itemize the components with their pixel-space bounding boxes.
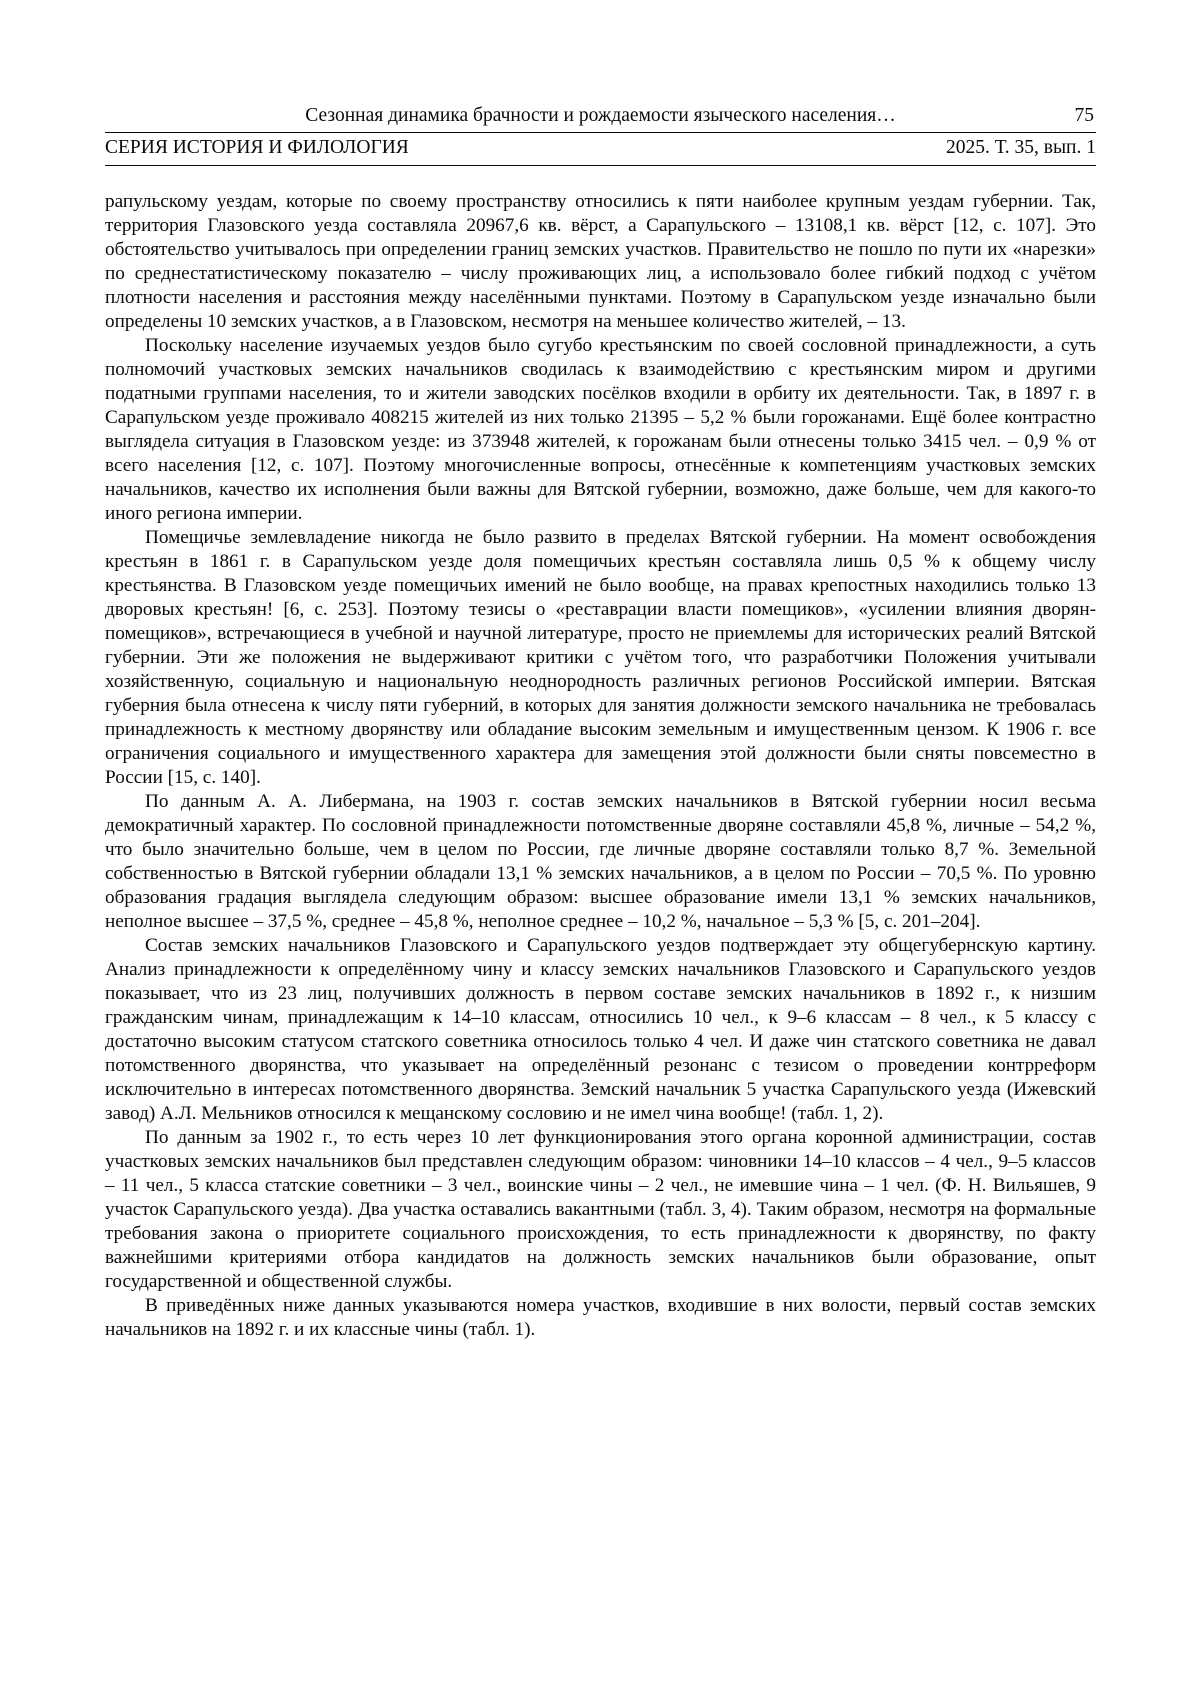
page-number: 75 bbox=[1074, 105, 1094, 126]
series-row bbox=[105, 133, 1096, 165]
body-paragraph-4: По данным А. А. Либермана, на 1903 г. состав земских начальников в Вятской губернии носил весьма демократичный характер. По сословной принадлежности потомственные дворяне составляли 45,8 %, личные – 54,2 %, что было значительно больше, чем в целом по России, где личные дворяне составляли только 8,7 %. Земельной собственностью в Вятской губернии обладали 13,1 % земских начальников, а в целом по России – 70,5 %. По уровню образования градация выглядела следующим образом: высшее образование имели 13,1 % земских начальников, неполное высшее – 37,5 %, среднее – 45,8 %, неполное среднее – 10,2 %, начальное – 5,3 % [5, с. 201–204]. bbox=[105, 790, 1096, 932]
series-title: СЕРИЯ ИСТОРИЯ И ФИЛОЛОГИЯ bbox=[105, 137, 409, 159]
page-header bbox=[105, 104, 1096, 166]
body-paragraph-2: Поскольку население изучаемых уездов было сугубо крестьянским по своей сословной принадлежности, а суть полномочий участковых земских начальников сводилась к взаимодействию с крестьянским миром и другими податными группами населения, то и жители заводских посёлков входили в орбиту их деятельности. Так, в 1897 г. в Сарапульском уезде проживало 408215 жителей из них только 21395 – 5,2 % были горожанами. Ещё более контрастно выглядела ситуация в Глазовском уезде: из 373948 жителей, к горожанам были отнесены только 3415 чел. – 0,9 % от всего населения [12, с. 107]. Поэтому многочисленные вопросы, отнесённые к компетенциям участковых земских начальников, качество их исполнения были важны для Вятской губернии, возможно, даже больше, чем для какого-то иного региона империи. bbox=[105, 334, 1096, 524]
body-paragraph-6: По данным за 1902 г., то есть через 10 лет функционирования этого органа коронной администрации, состав участковых земских начальников был представлен следующим образом: чиновники 14–10 классов – 4 чел., 9–5 классов – 11 чел., 5 класса статские советники – 3 чел., воинские чины – 2 чел., не имевшие чина – 1 чел. (Ф. Н. Вильяшев, 9 участок Сарапульского уезда). Два участка оставались вакантными (табл. 3, 4). Таким образом, несмотря на формальные требования закона о приоритете социального происхождения, то есть принадлежности к дворянству, по факту важнейшими критериями отбора кандидатов на должность земских начальников были образование, опыт государственной и общественной службы. bbox=[105, 1126, 1096, 1292]
issue-info: 2025. Т. 35, вып. 1 bbox=[946, 137, 1096, 159]
body-paragraph-7: В приведённых ниже данных указываются номера участков, входившие в них волости, первый состав земских начальников на 1892 г. и их классные чины (табл. 1). bbox=[105, 1294, 1096, 1340]
body-paragraph-3: Помещичье землевладение никогда не было развито в пределах Вятской губернии. На момент освобождения крестьян в 1861 г. в Сарапульском уезде доля помещичьих крестьян составляла лишь 0,5 % к общему числу крестьянства. В Глазовском уезде помещичьих имений не было вообще, на правах крепостных находились только 13 дворовых крестьян! [6, с. 253]. Поэтому тезисы о «реставрации власти помещиков», «усилении влияния дворян-помещиков», встречающиеся в учебной и научной литературе, просто не приемлемы для исторических реалий Вятской губернии. Эти же положения не выдерживают критики с учётом того, что разработчики Положения учитывали хозяйственную, социальную и национальную неоднородность различных регионов Российской империи. Вятская губерния была отнесена к числу пяти губерний, в которых для занятия должности земского начальника не требовалась принадлежность к местному дворянству или обладание высоким земельным и имущественным цензом. К 1906 г. все ограничения социального и имущественного характера для замещения этой должности были сняты повсеместно в России [15, с. 140]. bbox=[105, 526, 1096, 788]
article-body bbox=[105, 190, 1096, 1342]
body-paragraph-5: Состав земских начальников Глазовского и Сарапульского уездов подтверждает эту общегубернскую картину. Анализ принадлежности к определённому чину и классу земских начальников Глазовского и Сарапульского уездов показывает, что из 23 лиц, получивших должность в первом составе земских начальников в 1892 г., к низшим гражданским чинам, принадлежащим к 14–10 классам, относились 10 чел., к 9–6 классам – 8 чел., к 5 классу с достаточно высоким статусом статского советника относилось только 4 чел. И даже чин статского советника не давал потомственного дворянства, что указывает на определённый резонанс с тезисом о проведении контрреформ исключительно в интересах потомственного дворянства. Земский начальник 5 участка Сарапульского уезда (Ижевский завод) А.Л. Мельников относился к мещанскому сословию и не имел чина вообще! (табл. 1, 2). bbox=[105, 934, 1096, 1124]
running-head-row bbox=[105, 104, 1096, 133]
running-title: Сезонная динамика брачности и рождаемости языческого населения… bbox=[305, 105, 896, 126]
body-paragraph-1: рапульскому уездам, которые по своему пространству относились к пяти наиболее крупным уездам губернии. Так, территория Глазовского уезда составляла 20967,6 кв. вёрст, а Сарапульского – 13108,1 кв. вёрст [12, с. 107]. Это обстоятельство учитывалось при определении границ земских участков. Правительство не пошло по пути их «нарезки» по среднестатистическому показателю – числу проживающих лиц, а использовало более гибкий подход с учётом плотности населения и расстояния между населёнными пунктами. Поэтому в Сарапульском уезде изначально были определены 10 земских участков, а в Глазовском, несмотря на меньшее количество жителей, – 13. bbox=[105, 190, 1096, 332]
